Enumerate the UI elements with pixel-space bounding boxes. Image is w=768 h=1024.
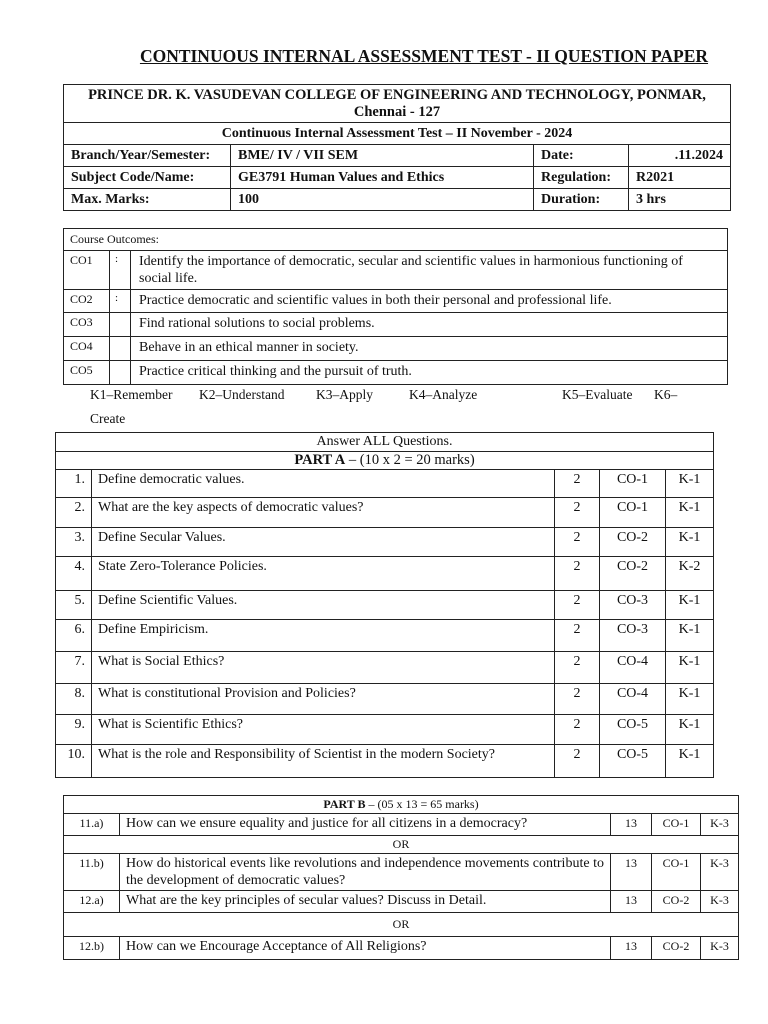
question-text: What are the key aspects of democratic values? — [92, 498, 555, 528]
co-id: CO5 — [64, 361, 110, 385]
question-text: What is constitutional Provision and Policies? — [92, 684, 555, 715]
question-marks: 2 — [555, 557, 600, 591]
co-row — [64, 337, 728, 361]
question-text: Define Scientific Values. — [92, 591, 555, 620]
duration-value: 3 hrs — [629, 189, 731, 211]
question-text: What is the role and Responsibility of Scientist in the modern Society? — [92, 745, 555, 778]
question-marks: 2 — [555, 591, 600, 620]
course-outcomes-heading: Course Outcomes: — [64, 229, 728, 251]
question-text: State Zero-Tolerance Policies. — [92, 557, 555, 591]
question-marks: 13 — [611, 937, 652, 960]
question-co: CO-3 — [600, 620, 666, 652]
question-text: Define Empiricism. — [92, 620, 555, 652]
regulation-value: R2021 — [629, 167, 731, 189]
question-marks: 2 — [555, 745, 600, 778]
question-row — [64, 891, 739, 913]
question-number: 6. — [56, 620, 92, 652]
question-row — [64, 814, 739, 836]
subject-value: GE3791 Human Values and Ethics — [231, 167, 534, 189]
part-a-table — [55, 432, 714, 778]
part-a-instruction: Answer ALL Questions. — [56, 433, 714, 452]
question-k-level: K-1 — [666, 715, 714, 745]
co-text: Behave in an ethical manner in society. — [131, 337, 728, 361]
question-marks: 2 — [555, 684, 600, 715]
question-row — [64, 937, 739, 960]
branch-label: Branch/Year/Semester: — [64, 145, 231, 167]
course-outcomes-table — [63, 228, 728, 385]
question-marks: 2 — [555, 652, 600, 684]
co-row — [64, 313, 728, 337]
college-name-cell — [64, 85, 731, 123]
co-colon — [110, 313, 131, 337]
question-row — [56, 745, 714, 778]
question-k-level: K-3 — [701, 891, 739, 913]
question-text: Define democratic values. — [92, 470, 555, 498]
question-co: CO-2 — [600, 528, 666, 557]
question-k-level: K-1 — [666, 470, 714, 498]
part-a-heading-marks: – (10 x 2 = 20 marks) — [345, 452, 475, 468]
question-co: CO-1 — [652, 854, 701, 891]
co-row — [64, 361, 728, 385]
question-number: 2. — [56, 498, 92, 528]
question-number: 7. — [56, 652, 92, 684]
part-b-heading-bold: PART B — [323, 797, 366, 811]
part-a-heading-bold: PART A — [294, 452, 346, 468]
question-co: CO-4 — [600, 684, 666, 715]
question-co: CO-5 — [600, 715, 666, 745]
question-marks: 13 — [611, 854, 652, 891]
question-text: What are the key principles of secular values? Discuss in Detail. — [120, 891, 611, 913]
question-number: 4. — [56, 557, 92, 591]
co-colon — [110, 337, 131, 361]
question-number: 11.b) — [64, 854, 120, 891]
question-marks: 2 — [555, 620, 600, 652]
co-id: CO1 — [64, 251, 110, 290]
question-k-level: K-3 — [701, 854, 739, 891]
question-k-level: K-1 — [666, 498, 714, 528]
page-title: CONTINUOUS INTERNAL ASSESSMENT TEST - II QUESTION PAPER — [139, 46, 709, 66]
question-text: Define Secular Values. — [92, 528, 555, 557]
level-k3: K3–Apply — [316, 387, 373, 402]
question-marks: 2 — [555, 715, 600, 745]
co-text: Find rational solutions to social problems. — [131, 313, 728, 337]
college-city: Chennai - 127 — [353, 103, 441, 120]
co-id: CO2 — [64, 290, 110, 313]
question-row — [56, 557, 714, 591]
question-number: 8. — [56, 684, 92, 715]
question-row — [56, 528, 714, 557]
question-row — [56, 684, 714, 715]
question-row — [64, 854, 739, 891]
question-co: CO-1 — [600, 470, 666, 498]
co-text: Identify the importance of democratic, secular and scientific values in harmonious functioning of social life. — [131, 251, 728, 290]
question-text: How can we Encourage Acceptance of All Religions? — [120, 937, 611, 960]
college-name: PRINCE DR. K. VASUDEVAN COLLEGE OF ENGINEERING AND TECHNOLOGY, PONMAR, — [88, 86, 706, 103]
regulation-label: Regulation: — [534, 167, 629, 189]
question-row — [56, 652, 714, 684]
question-number: 1. — [56, 470, 92, 498]
level-k6: K6– — [654, 387, 678, 402]
date-label: Date: — [534, 145, 629, 167]
question-marks: 2 — [555, 528, 600, 557]
question-k-level: K-2 — [666, 557, 714, 591]
question-k-level: K-1 — [666, 745, 714, 778]
question-marks: 2 — [555, 470, 600, 498]
part-b-table — [63, 795, 739, 960]
part-b-heading-marks: – (05 x 13 = 65 marks) — [365, 797, 479, 811]
question-marks: 2 — [555, 498, 600, 528]
question-number: 9. — [56, 715, 92, 745]
duration-label: Duration: — [534, 189, 629, 211]
question-co: CO-2 — [652, 937, 701, 960]
question-text: How can we ensure equality and justice for all citizens in a democracy? — [120, 814, 611, 836]
co-row — [64, 251, 728, 290]
question-k-level: K-1 — [666, 620, 714, 652]
part-a-heading — [56, 452, 714, 470]
question-text: What is Social Ethics? — [92, 652, 555, 684]
level-k1: K1–Remember — [90, 387, 173, 402]
question-co: CO-1 — [652, 814, 701, 836]
question-row — [56, 470, 714, 498]
question-number: 11.a) — [64, 814, 120, 836]
question-co: CO-3 — [600, 591, 666, 620]
question-k-level: K-3 — [701, 814, 739, 836]
question-text: What is Scientific Ethics? — [92, 715, 555, 745]
question-number: 12.b) — [64, 937, 120, 960]
question-co: CO-2 — [600, 557, 666, 591]
co-text: Practice democratic and scientific values in both their personal and professional life. — [131, 290, 728, 313]
part-b-heading — [64, 796, 739, 814]
level-k5: K5–Evaluate — [562, 387, 633, 402]
question-text: How do historical events like revolutions and independence movements contribute to the development of democratic values? — [120, 854, 611, 891]
level-k2: K2–Understand — [199, 387, 285, 402]
or-divider: OR — [64, 913, 739, 937]
co-id: CO3 — [64, 313, 110, 337]
question-row — [56, 715, 714, 745]
co-colon — [110, 361, 131, 385]
max-marks-value: 100 — [231, 189, 534, 211]
max-marks-label: Max. Marks: — [64, 189, 231, 211]
subject-label: Subject Code/Name: — [64, 167, 231, 189]
co-id: CO4 — [64, 337, 110, 361]
question-k-level: K-1 — [666, 684, 714, 715]
college-header-table — [63, 84, 731, 211]
question-k-level: K-1 — [666, 652, 714, 684]
co-colon: : — [110, 290, 131, 313]
co-colon: : — [110, 251, 131, 290]
question-marks: 13 — [611, 891, 652, 913]
or-divider: OR — [64, 836, 739, 854]
question-row — [56, 591, 714, 620]
question-k-level: K-1 — [666, 528, 714, 557]
question-k-level: K-1 — [666, 591, 714, 620]
question-row — [56, 620, 714, 652]
question-number: 10. — [56, 745, 92, 778]
test-name: Continuous Internal Assessment Test – II November - 2024 — [64, 123, 731, 145]
question-number: 12.a) — [64, 891, 120, 913]
question-co: CO-1 — [600, 498, 666, 528]
question-number: 3. — [56, 528, 92, 557]
branch-value: BME/ IV / VII SEM — [231, 145, 534, 167]
level-k6-create: Create — [90, 411, 126, 426]
question-co: CO-2 — [652, 891, 701, 913]
question-k-level: K-3 — [701, 937, 739, 960]
question-number: 5. — [56, 591, 92, 620]
co-text: Practice critical thinking and the pursuit of truth. — [131, 361, 728, 385]
level-k4: K4–Analyze — [409, 387, 478, 402]
question-marks: 13 — [611, 814, 652, 836]
question-co: CO-4 — [600, 652, 666, 684]
date-value: .11.2024 — [629, 145, 731, 167]
question-co: CO-5 — [600, 745, 666, 778]
question-row — [56, 498, 714, 528]
co-row — [64, 290, 728, 313]
